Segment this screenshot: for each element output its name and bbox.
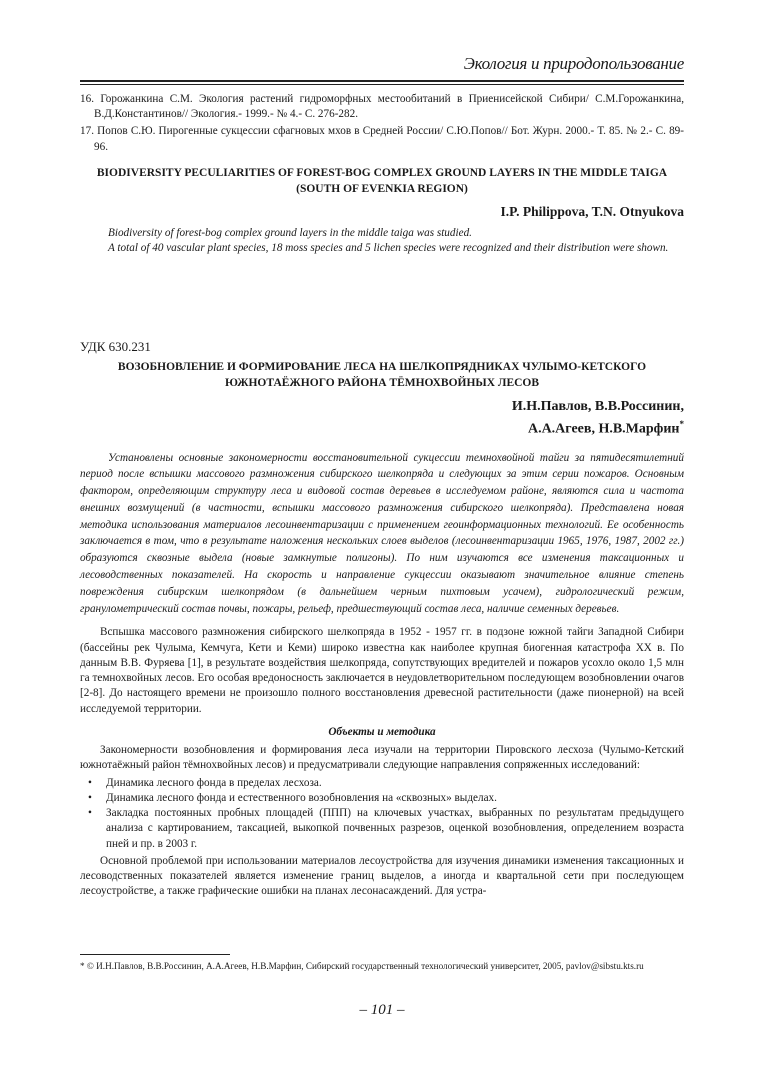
reference-item: 17. Попов С.Ю. Пирогенные сукцессии сфагновых мхов в Средней России/ С.Ю.Попов// Бот. Журн. 2000.- Т. 85. № 2.- С. 89-96.: [80, 125, 684, 153]
list-item: [80, 791, 684, 806]
reference-item: 16. Горожанкина С.М. Экология растений гидроморфных местообитаний в Приенисейской Сибири/ С.М.Горожанкина, В.Д.Константинов// Экология.- 1999.- № 4.- С. 276-282.: [80, 93, 684, 121]
final-paragraph: Основной проблемой при использовании материалов лесоустройства для изучения динамики изменения таксационных и лесоводственных показателей является изменение границ выделов, а иногда и квартальной сети при последующем лесоустройстве, а также графические ошибки на планах лесонасаждений. Для устра-: [80, 854, 684, 898]
running-header: Экология и природопользование: [463, 54, 684, 73]
methods-paragraph: Закономерности возобновления и формирования леса изучали на территории Пировского лесхоза (Чулымо-Кетский южнотаёжный район тёмнохвойных лесов) и предусматривали следующие направления сопряженных исследований:: [80, 744, 684, 772]
footnote: * © И.Н.Павлов, В.В.Россинин, А.А.Агеев, Н.В.Марфин, Сибирский государственный технологический университет, 2005, pavlov@sibstu.kts.ru: [80, 961, 644, 971]
english-abstract-line: A total of 40 vascular plant species, 18 moss species and 5 lichen species were recognized and their distribution were shown.: [108, 241, 669, 254]
article-title: ВОЗОБНОВЛЕНИЕ И ФОРМИРОВАНИЕ ЛЕСА НА ШЕЛКОПРЯДНИКАХ ЧУЛЫМО-КЕТСКОГО ЮЖНОТАЁЖНОГО РАЙОНА ТЁМНОХВОЙНЫХ ЛЕСОВ: [117, 361, 647, 389]
header-rule-thick: [80, 80, 684, 82]
authors-line: И.Н.Павлов, В.В.Россинин,: [511, 399, 684, 415]
list-item-text: Динамика лесного фонда в пределах лесхоза.: [106, 776, 322, 789]
footnote-mark: *: [679, 418, 684, 429]
list-item: [80, 806, 684, 852]
reference-list: [80, 92, 684, 157]
russian-article: [80, 360, 684, 899]
page-number: – 101 –: [359, 1002, 405, 1018]
list-item-text: Динамика лесного фонда и естественного возобновления на «сквозных» выделах.: [106, 791, 497, 804]
authors-line: [80, 418, 684, 440]
article-authors: [80, 397, 684, 439]
bullet-icon: •: [88, 791, 92, 804]
methods-list: [80, 776, 684, 852]
header-rule-thin: [80, 84, 684, 85]
english-article-summary: [80, 166, 684, 256]
article-abstract: Установлены основные закономерности восстановительной сукцессии темнохвойной тайги за пятидесятилетний период после вспышки массового размножения сибирского шелкопряда и следующих за этим серии пожаров. Основным фактором, определяющим структуру леса и видовой состав деревьев в исследуемом районе, являются сила и частота внешних возмущений (в частности, вспышки массового размножения сибирского шелкопряда). Представлена новая методика использования материалов лесоинвентаризации с применением геоинформационных технологий. Ее особенность заключается в том, что в результате наложения нескольких слоев выделов (лесоинвентаризации 1965, 1976, 1987, 2002 гг.) образуются сквозные выдела (новые замкнутые полигоны). По ним изучаются все изменения таксационных и лесоводственных показателей. На скорость и направление сукцессии оказывают значительное влияние степень повреждения сибирским шелкопрядом (в дальнейшем черным пихтовым усачем), гидрологический режим, гранулометрический состав почвы, пожары, рельеф, предшествующий состав леса, наличие семенных деревьев.: [80, 451, 684, 615]
list-item-text: Закладка постоянных пробных площадей (ППП) на ключевых участках, выбранных по результатам предыдущего анализа с картированием, таксацией, выкопкой почвенных разрезов, оценкой возобновления, определением возраста пней и пр. в 2003 г.: [106, 807, 684, 850]
authors-line-text: А.А.Агеев, Н.В.Марфин: [527, 421, 680, 437]
bullet-icon: •: [88, 807, 92, 820]
list-item: [80, 776, 684, 791]
english-title: BIODIVERSITY PECULIARITIES OF FOREST-BOG COMPLEX GROUND LAYERS IN THE MIDDLE TAIGA (SOUTH OF EVENKIA REGION): [96, 167, 668, 195]
footnote-divider: [80, 954, 230, 955]
section-heading: Объекты и методика: [328, 725, 436, 738]
intro-paragraph: Вспышка массового размножения сибирского шелкопряда в 1952 - 1957 гг. в подзоне южной тайги Западной Сибири (бассейны рек Чулыма, Кемчуга, Кети и Кеми) широко известна как наиболее крупная биогенная катастрофа XX в. По данным В.В. Фуряева [1], в результате воздействия шелкопряда, сопутствующих вредителей и пожаров усохло около 1,5 млн га темнохвойных лесов. Его особая вредоносность заключается в неудовлетворительном последующем возобновлении очагов [2-8]. До настоящего времени не произошло полного восстановления древесной растительности (даже пионерной) на всей исследуемой территории.: [80, 626, 684, 715]
udk-code: УДК 630.231: [80, 339, 151, 354]
bullet-icon: •: [88, 776, 92, 789]
english-abstract-line: Biodiversity of forest-bog complex ground layers in the middle taiga was studied.: [108, 226, 472, 239]
english-authors: I.P. Philippova, T.N. Otnyukova: [500, 204, 684, 220]
